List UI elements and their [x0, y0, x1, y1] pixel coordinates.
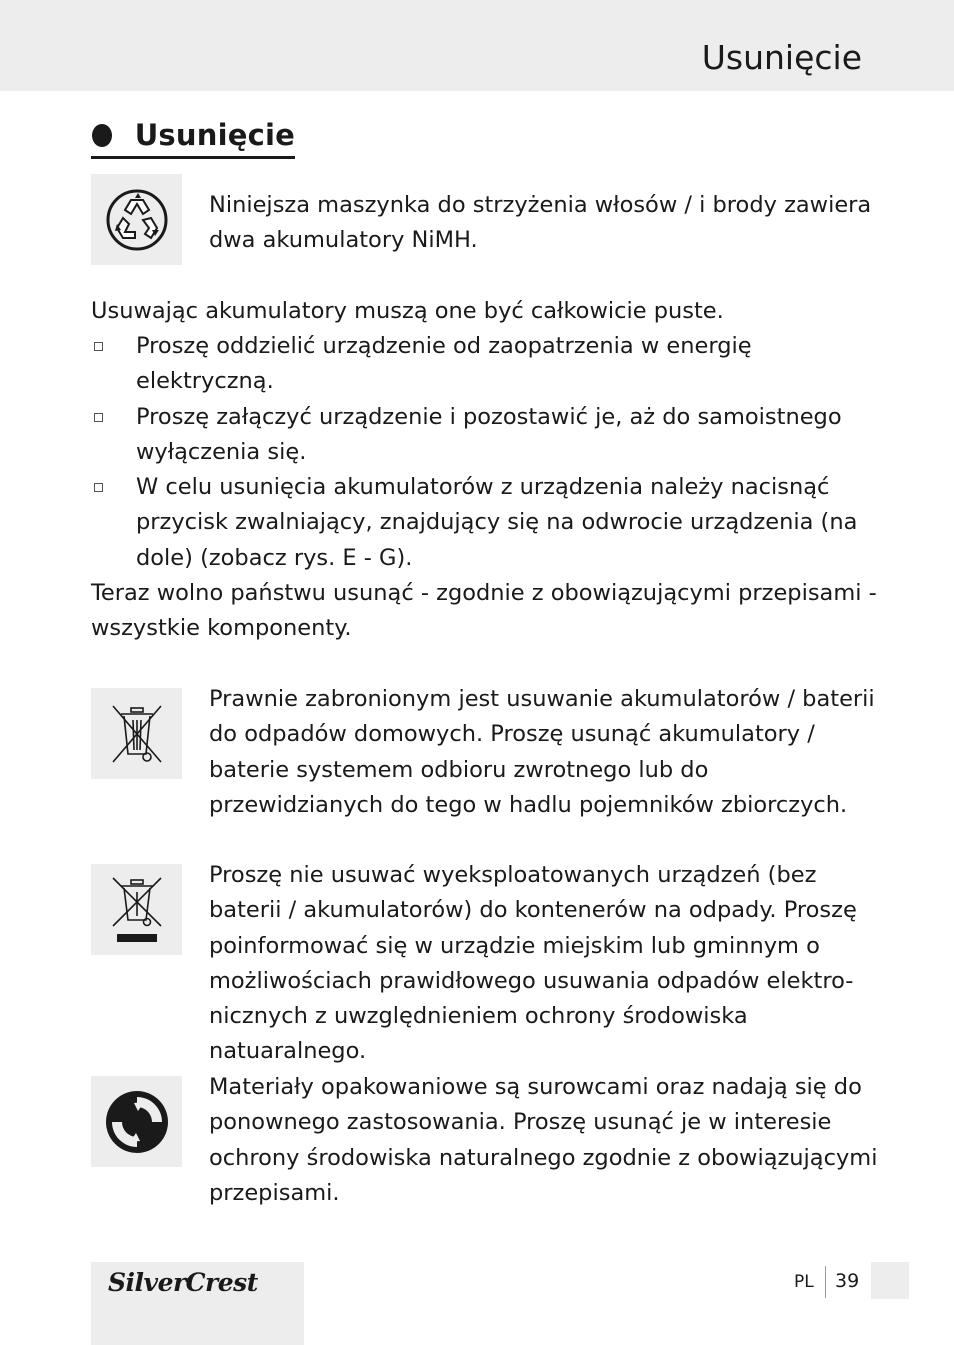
checkbox-icon — [94, 483, 103, 492]
checkbox-icon — [94, 342, 103, 351]
battery-bin-icon-box — [91, 688, 182, 779]
brand-logo: SilverCrest — [108, 1268, 258, 1297]
list-item — [91, 400, 881, 471]
green-dot-icon — [104, 1089, 170, 1155]
step-text: Proszę załączyć urządzenie i pozostawić je, aż do samoistnego wyłączenia się. — [136, 403, 842, 465]
heading-bullet — [92, 124, 112, 147]
step-text: Proszę oddzielić urządzenie od zaopatrzenia w energię elektryczną. — [136, 333, 752, 395]
list-item — [91, 470, 881, 576]
batteries-text: Prawnie zabronionym jest usuwanie akumulatorów / baterii do odpadów domowych. Proszę usunąć akumulatory / baterie systemem odbioru zwrotnego lub do przewidzianych do tego w hadlu pojemników zbiorczych. — [209, 686, 875, 818]
steps-list — [91, 329, 881, 576]
header-band — [0, 0, 954, 91]
checkbox-icon — [94, 413, 103, 422]
section-heading — [91, 114, 295, 159]
list-item — [91, 329, 881, 400]
components-text: Teraz wolno państwu usunąć - zgodnie z obowiązującymi przepisami - wszystkie komponenty. — [91, 580, 877, 642]
footer-logo-box — [91, 1262, 304, 1345]
footer-separator — [825, 1266, 826, 1298]
recycle-icon-box — [91, 174, 182, 265]
recycle-icon — [105, 188, 169, 252]
crossed-bin-weee-icon — [107, 874, 167, 946]
footer-language: PL — [794, 1272, 814, 1292]
crossed-bin-battery-icon — [107, 702, 167, 766]
intro-text: Usuwając akumulatory muszą one być całkowicie puste. — [91, 298, 724, 324]
page-header-title: Usunięcie — [701, 38, 862, 77]
section-heading-text: Usunięcie — [134, 118, 295, 152]
green-dot-icon-box — [91, 1076, 182, 1167]
weee-text: Proszę nie usuwać wyeksploatowanych urządzeń (bez baterii / akumulatorów) do kontenerów na odpady. Proszę poinformować się w urządzie miejskim lub gminnym o możliwościach prawidłowego usuwania odpadów elektro-nicznych z uwzględnieniem ochrony środowiska natuaralnego. — [209, 862, 857, 1065]
recycling-text: Niniejsza maszynka do strzyżenia włosów / i brody zawiera dwa akumulatory NiMH. — [209, 192, 872, 254]
weee-bin-icon-box — [91, 864, 182, 955]
packaging-text: Materiały opakowaniowe są surowcami oraz nadają się do ponownego zastosowania. Proszę usunąć je w interesie ochrony środowiska naturalnego zgodnie z obowiązującymi przepisami. — [209, 1074, 878, 1206]
footer-tab-box — [871, 1262, 909, 1299]
page-number: 39 — [835, 1270, 860, 1292]
step-text: W celu usunięcia akumulatorów z urządzenia należy nacisnąć przycisk zwalniający, znajdujący się na odwrocie urządzenia (na dole) (zobacz rys. E - G). — [136, 474, 858, 571]
